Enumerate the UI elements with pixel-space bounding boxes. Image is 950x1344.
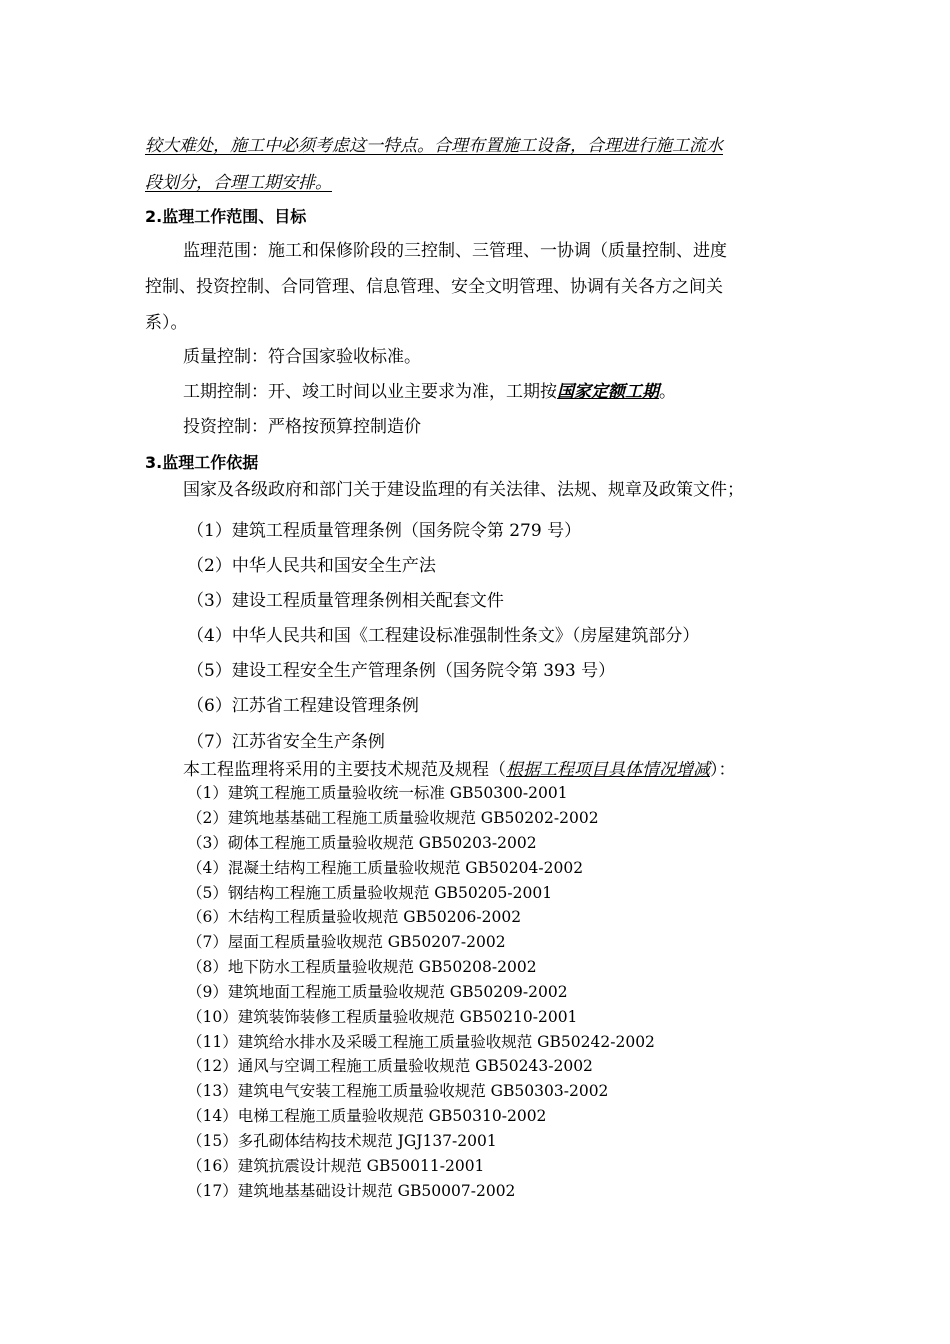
standard-item: （10）建筑装饰装修工程质量验收规范 GB50210-2001 [187,1008,578,1026]
law-item: （3）建设工程质量管理条例相关配套文件 [187,591,504,611]
scope-line-1: 监理范围：施工和保修阶段的三控制、三管理、一协调（质量控制、进度 [183,241,727,261]
standards-intro-emphasis: 根据工程项目具体情况增减 [506,760,710,780]
quality-control: 质量控制：符合国家验收标准。 [183,347,421,367]
standards-intro [183,759,736,781]
standard-item: （15）多孔砌体结构技术规范 JGJ137-2001 [187,1132,497,1150]
scope-line-3: 系）。 [145,313,188,333]
law-item: （1）建筑工程质量管理条例（国务院令第 279 号） [187,521,582,541]
section-3-heading: 3.监理工作依据 [145,453,259,472]
schedule-control [183,381,676,403]
section-2-heading: 2.监理工作范围、目标 [145,207,307,226]
law-item: （6）江苏省工程建设管理条例 [187,696,419,716]
standard-item: （8）地下防水工程质量验收规范 GB50208-2002 [187,958,537,976]
schedule-end: 。 [659,382,676,402]
standard-item: （1）建筑工程施工质量验收统一标准 GB50300-2001 [187,784,568,802]
standard-item: （14）电梯工程施工质量验收规范 GB50310-2002 [187,1107,547,1125]
intro-line-2: 段划分，合理工期安排。 [145,173,332,193]
law-item: （4）中华人民共和国《工程建设标准强制性条文》（房屋建筑部分） [187,626,700,646]
standard-item: （12）通风与空调工程施工质量验收规范 GB50243-2002 [187,1057,593,1075]
scope-line-2: 控制、投资控制、合同管理、信息管理、安全文明管理、协调有关各方之间关 [145,277,723,297]
standard-item: （3）砌体工程施工质量验收规范 GB50203-2002 [187,834,537,852]
law-item: （5）建设工程安全生产管理条例（国务院令第 393 号） [187,661,616,681]
schedule-text: 工期控制：开、竣工时间以业主要求为准，工期按 [183,382,557,402]
standard-item: （4）混凝土结构工程施工质量验收规范 GB50204-2002 [187,859,584,877]
standard-item: （17）建筑地基基础设计规范 GB50007-2002 [187,1182,516,1200]
standard-item: （11）建筑给水排水及采暖工程施工质量验收规范 GB50242-2002 [187,1033,655,1051]
law-item: （2）中华人民共和国安全生产法 [187,556,436,576]
standards-intro-text: 本工程监理将采用的主要技术规范及规程（ [183,760,506,780]
investment-control: 投资控制：严格按预算控制造价 [183,417,421,437]
standard-item: （6）木结构工程质量验收规范 GB50206-2002 [187,908,522,926]
standards-intro-end: ）： [710,760,736,780]
standard-item: （9）建筑地面工程施工质量验收规范 GB50209-2002 [187,983,568,1001]
standard-item: （7）屋面工程质量验收规范 GB50207-2002 [187,933,506,951]
standard-item: （2）建筑地基基础工程施工质量验收规范 GB50202-2002 [187,809,599,827]
intro-line-1: 较大难处，施工中必须考虑这一特点。合理布置施工设备，合理进行施工流水 [145,136,723,156]
schedule-emphasis: 国家定额工期 [557,382,659,402]
law-item: （7）江苏省安全生产条例 [187,732,385,752]
section-3-intro: 国家及各级政府和部门关于建设监理的有关法律、法规、规章及政策文件； [183,480,744,500]
standard-item: （16）建筑抗震设计规范 GB50011-2001 [187,1157,485,1175]
standard-item: （5）钢结构工程施工质量验收规范 GB50205-2001 [187,884,553,902]
standard-item: （13）建筑电气安装工程施工质量验收规范 GB50303-2002 [187,1082,609,1100]
